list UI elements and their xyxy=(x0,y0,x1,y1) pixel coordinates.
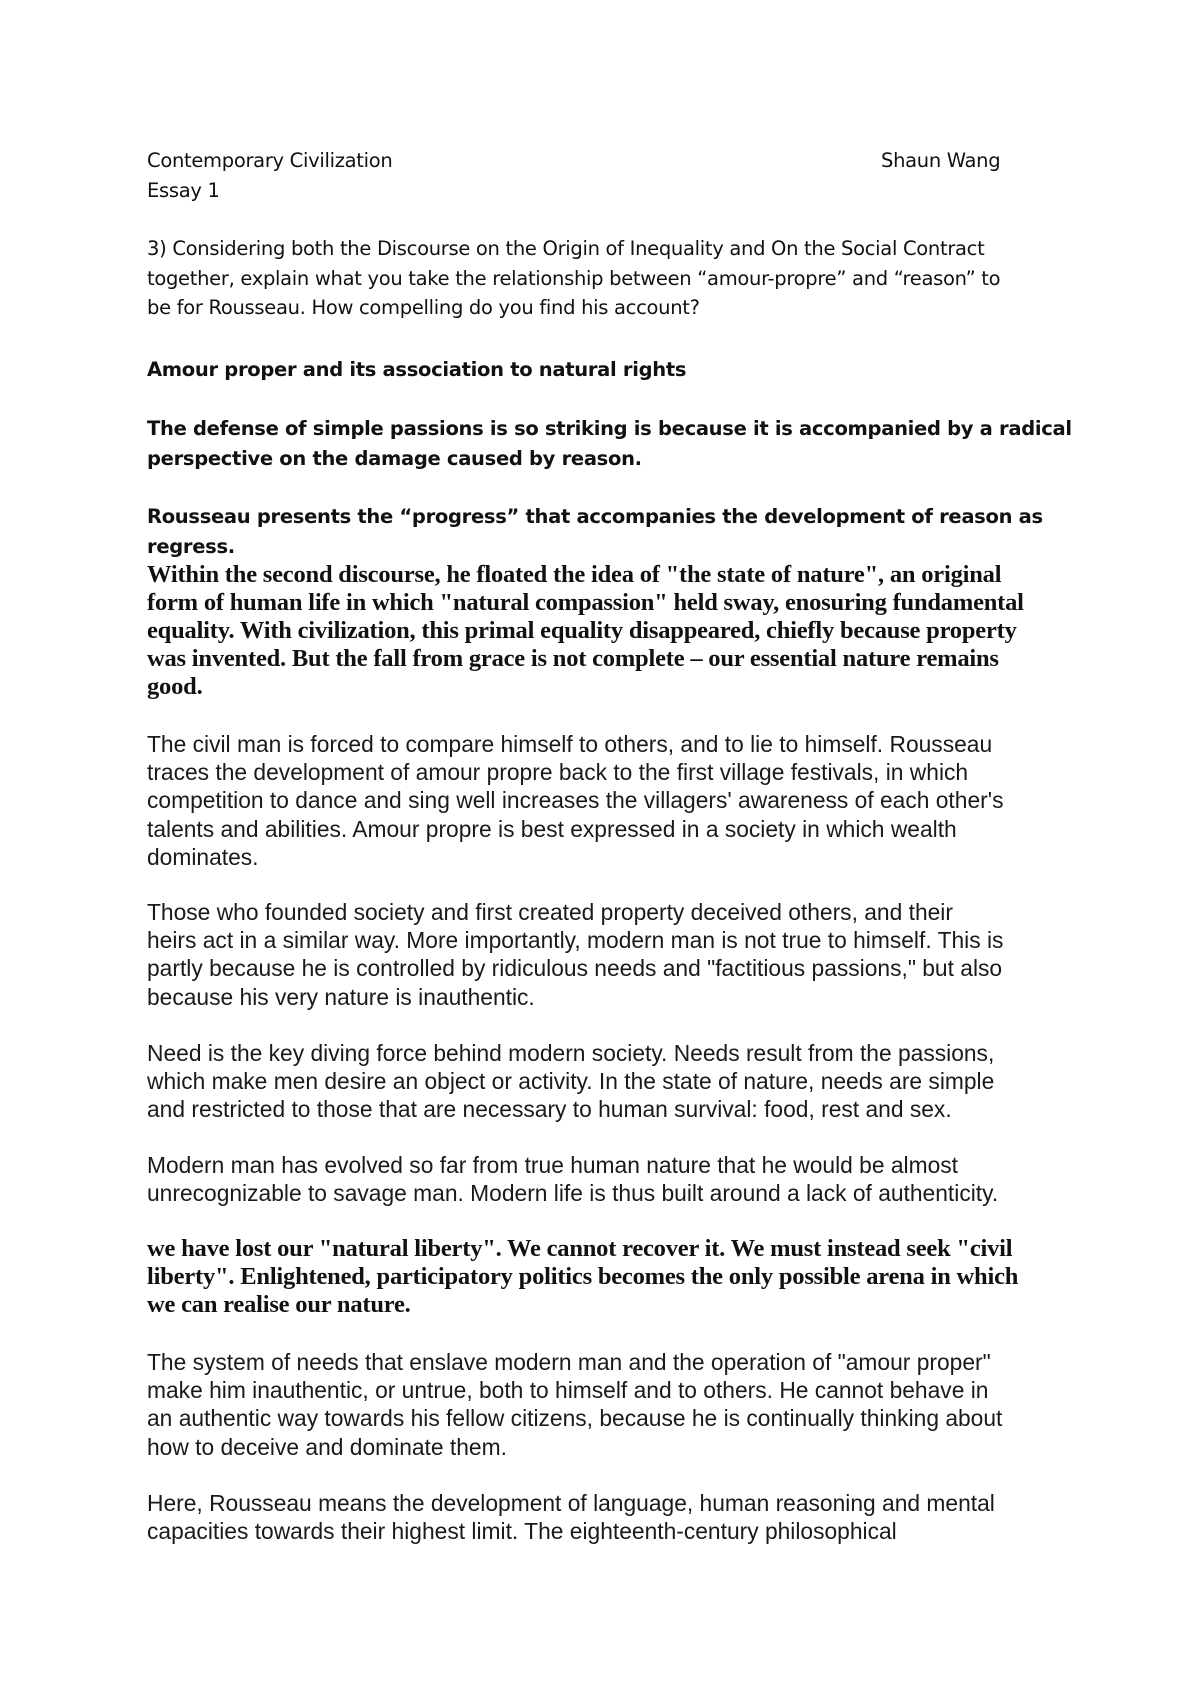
paragraph-line: which make men desire an object or activity. In the state of nature, needs are simple xyxy=(147,1068,995,1095)
heading-defense-passions xyxy=(147,414,1072,473)
essay-prompt xyxy=(147,234,1067,323)
paragraph-line: make him inauthentic, or untrue, both to himself and to others. He cannot behave in xyxy=(147,1377,989,1404)
paragraph-language-reason xyxy=(147,1489,1067,1545)
prompt-line: 3) Considering both the Discourse on the Origin of Inequality and On the Social Contract xyxy=(147,237,985,260)
paragraph-line: Here, Rousseau means the development of language, human reasoning and mental xyxy=(147,1490,995,1516)
heading-line: The defense of simple passions is so striking is because it is accompanied by a radical xyxy=(147,417,1072,440)
paragraph-line: how to deceive and dominate them. xyxy=(147,1433,507,1460)
prompt-line: together, explain what you take the relationship between “amour-propre” and “reason” to xyxy=(147,266,1001,290)
prompt-line: be for Rousseau. How compelling do you find his account? xyxy=(147,296,700,319)
paragraph-line: competition to dance and sing well increases the villagers' awareness of each other's xyxy=(147,787,1004,814)
paragraph-state-of-nature xyxy=(147,561,1067,701)
paragraph-line: Those who founded society and first created property deceived others, and their xyxy=(147,899,953,925)
course-title: Contemporary Civilization xyxy=(147,149,393,172)
paragraph-modern-man xyxy=(147,1151,1067,1207)
paragraph-line: traces the development of amour propre back to the first village festivals, in which xyxy=(147,759,969,786)
paragraph-line: talents and abilities. Amour propre is best expressed in a society in which wealth xyxy=(147,815,957,842)
paragraph-line: good. xyxy=(147,673,203,700)
paragraph-system-of-needs xyxy=(147,1348,1067,1461)
paragraph-line: Modern man has evolved so far from true human nature that he would be almost xyxy=(147,1152,958,1178)
paragraph-need xyxy=(147,1039,1067,1124)
paragraph-line: we have lost our "natural liberty". We cannot recover it. We must instead seek "civil xyxy=(147,1235,1013,1262)
paragraph-line: we can realise our nature. xyxy=(147,1291,411,1318)
paragraph-line: heirs act in a similar way. More importantly, modern man is not true to himself. This is xyxy=(147,927,1004,954)
paragraph-line: Need is the key diving force behind modern society. Needs result from the passions, xyxy=(147,1040,995,1066)
paragraph-line: partly because he is controlled by ridiculous needs and "factitious passions," but also xyxy=(147,955,1003,982)
paragraph-line: Within the second discourse, he floated the idea of "the state of nature", an original xyxy=(147,561,1002,588)
paragraph-line: The system of needs that enslave modern man and the operation of "amour proper" xyxy=(147,1349,991,1375)
paragraph-line: an authentic way towards his fellow citizens, because he is continually thinking about xyxy=(147,1405,1003,1432)
paragraph-line: form of human life in which "natural compassion" held sway, enosuring fundamental xyxy=(147,589,1024,616)
paragraph-line: equality. With civilization, this primal equality disappeared, chiefly because property xyxy=(147,617,1017,644)
author-name: Shaun Wang xyxy=(881,149,1001,172)
paragraph-line: liberty". Enlightened, participatory politics becomes the only possible arena in which xyxy=(147,1263,1019,1290)
paragraph-line: and restricted to those that are necessary to human survival: food, rest and sex. xyxy=(147,1096,952,1123)
heading-line: perspective on the damage caused by reason. xyxy=(147,446,642,470)
paragraph-line: capacities towards their highest limit. The eighteenth-century philosophical xyxy=(147,1518,897,1545)
essay-label: Essay 1 xyxy=(147,179,220,202)
paragraph-founders xyxy=(147,898,1067,1011)
paragraph-civil-man xyxy=(147,730,1067,871)
heading-progress-regress: Rousseau presents the “progress” that accompanies the development of reason as regress. xyxy=(147,505,1043,558)
paragraph-natural-liberty xyxy=(147,1235,1067,1319)
paragraph-line: unrecognizable to savage man. Modern life is thus built around a lack of authenticity. xyxy=(147,1180,999,1207)
heading-amour-proper: Amour proper and its association to natural rights xyxy=(147,358,687,381)
paragraph-line: The civil man is forced to compare himself to others, and to lie to himself. Rousseau xyxy=(147,731,993,757)
paragraph-line: dominates. xyxy=(147,843,259,870)
paragraph-line: was invented. But the fall from grace is not complete – our essential nature remains xyxy=(147,645,999,672)
paragraph-line: because his very nature is inauthentic. xyxy=(147,983,535,1010)
header-row xyxy=(147,146,1007,176)
